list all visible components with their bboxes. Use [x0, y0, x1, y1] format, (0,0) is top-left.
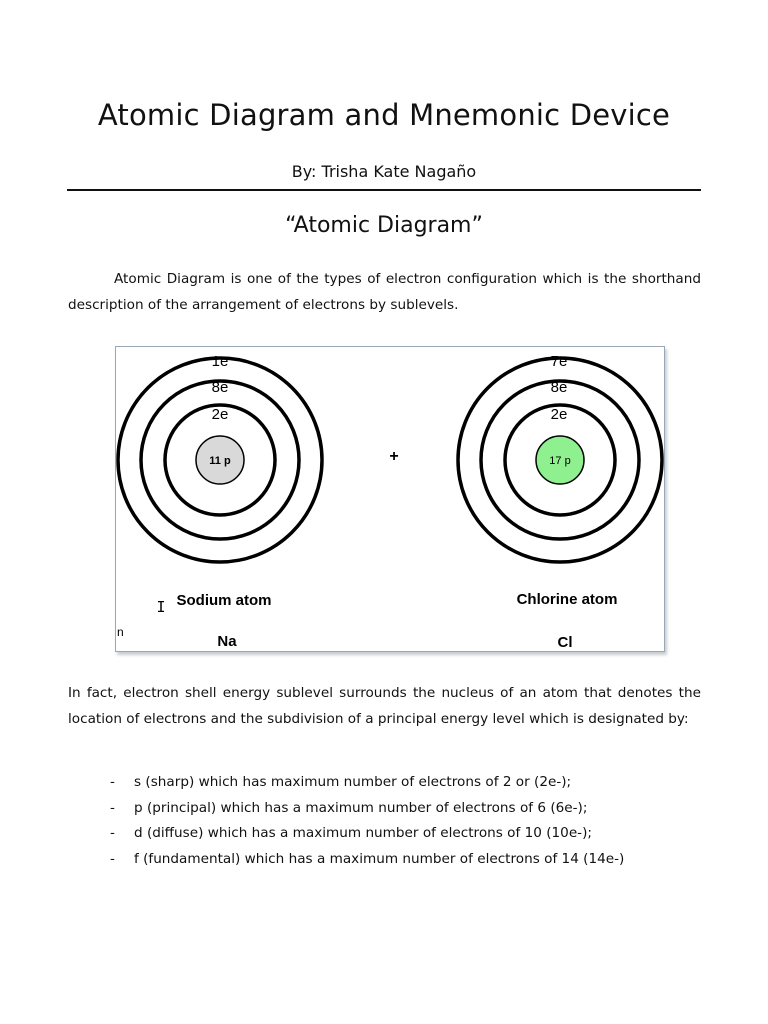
text-cursor-glyph: I [156, 598, 166, 616]
sodium-atom [118, 353, 322, 650]
chlorine-name: Chlorine atom [516, 591, 618, 608]
document-title: Atomic Diagram and Mnemonic Device [97, 98, 671, 132]
body-paragraph: In fact, electron shell energy sublevel surrounds the nucleus of an atom that denotes the location of electrons and the subdivision of a principal energy level which is designated by: [68, 685, 701, 727]
sodium-shell-1-label: 2e [211, 406, 229, 423]
sublevel-p: p (principal) which has a maximum number of electrons of 6 (6e-); [134, 799, 588, 816]
list-marker: - [110, 825, 115, 841]
chlorine-nucleus-label: 17 p [549, 455, 571, 467]
list-item [110, 821, 624, 847]
list-item [110, 770, 624, 796]
sodium-name: Sodium atom [176, 592, 272, 609]
sodium-nucleus-label: 11 p [209, 455, 231, 467]
section-heading: “Atomic Diagram” [285, 213, 483, 238]
list-marker: - [110, 850, 115, 867]
list-marker: - [110, 799, 115, 816]
sublevel-list [110, 770, 624, 872]
list-marker: - [110, 774, 115, 790]
chlorine-shell-1-label: 2e [550, 406, 568, 423]
title-divider [67, 189, 701, 191]
sodium-shell-3-label: 1e [211, 353, 229, 370]
chlorine-shell-2-label: 8e [550, 379, 568, 396]
list-item [110, 796, 624, 822]
sublevel-f: f (fundamental) which has a maximum number of electrons of 14 (14e-) [134, 850, 625, 867]
chlorine-atom [458, 353, 662, 651]
atomic-diagram-figure [115, 346, 665, 652]
atomic-diagram-svg [116, 347, 664, 651]
sodium-shell-2-label: 8e [211, 379, 229, 396]
sodium-symbol: Na [217, 633, 237, 650]
sublevel-s: s (sharp) which has maximum number of electrons of 2 or (2e-); [134, 774, 572, 790]
stray-character: n [117, 625, 124, 639]
author-line: By: Trisha Kate Nagaño [291, 162, 477, 181]
chlorine-symbol: Cl [557, 634, 573, 651]
intro-paragraph: Atomic Diagram is one of the types of electron configuration which is the shorthand description of the arrangement of electrons by sublevels. [68, 271, 701, 313]
chlorine-shell-3-label: 7e [550, 353, 568, 370]
plus-sign: + [389, 448, 399, 465]
sublevel-d: d (diffuse) which has a maximum number of electrons of 10 (10e-); [134, 825, 592, 841]
list-item [110, 847, 624, 873]
